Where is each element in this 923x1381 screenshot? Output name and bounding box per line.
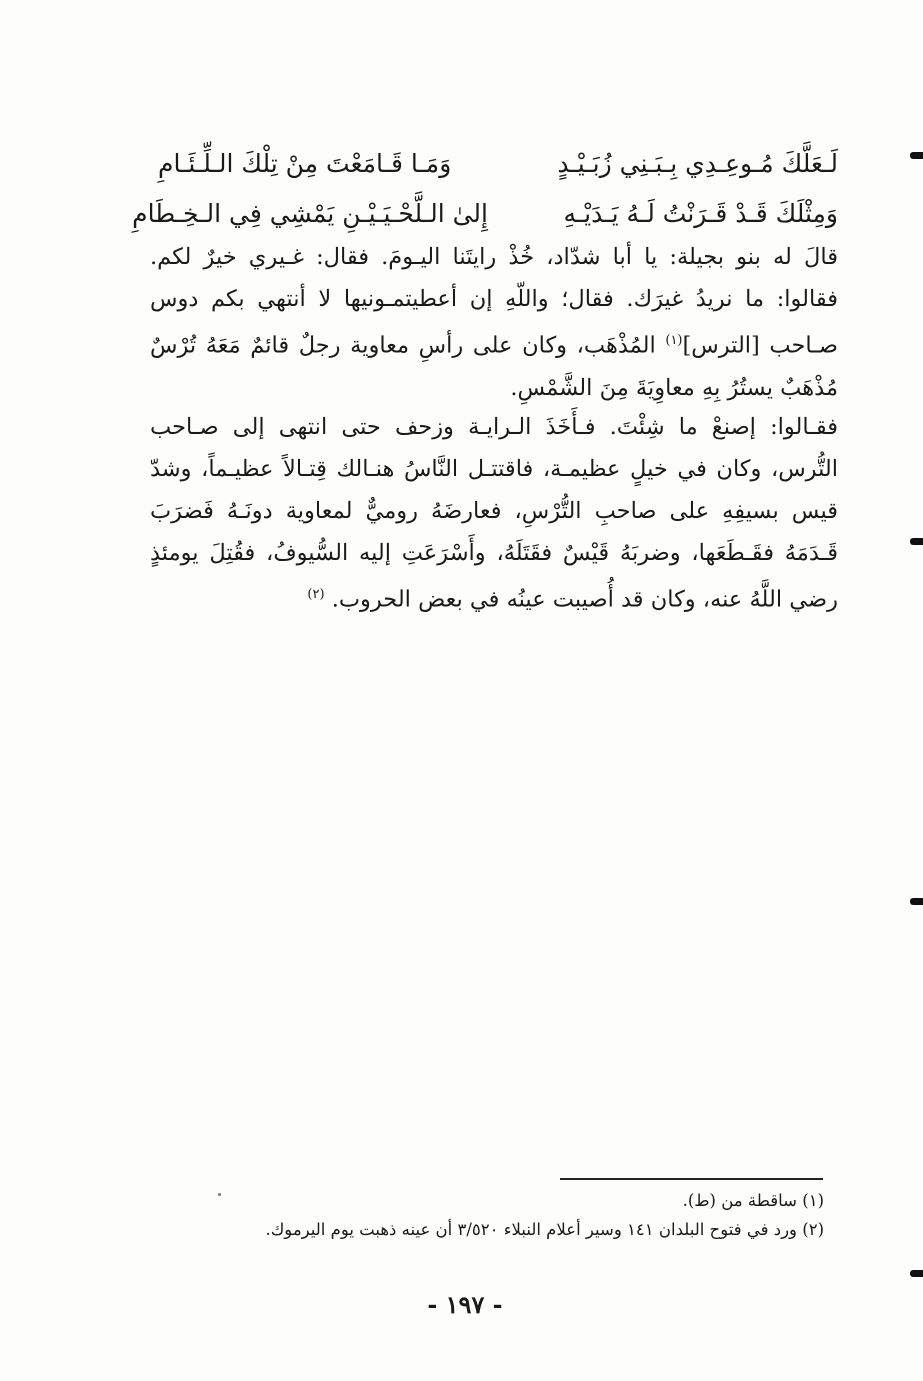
footnote-2: (٢) ورد في فتوح البلدان ١٤١ وسير أعلام النبلاء ٣/٥٢٠ أن عينه ذهبت يوم اليرموك. [265, 1220, 824, 1239]
scan-mark-2 [910, 538, 923, 545]
paragraph-2-text: فقـالوا: إصنعْ ما شِئْتَ. فـأَخَذَ الـرايـة وزحف حتى انتهى إلى صـاحب التُّرس، وكان في خيلٍ عظيمـة، فاقتتـل النَّاسُ هنـالك قِتـالاً عظيـماً، وشدّ قيس بسيفِهِ على صاحبِ التُّرْسِ، فعارضَهُ روميٌّ لمعاوية دونَـهُ فَضرَبَ قَـدَمَهُ فقَـطَعَها، وضربَهُ قَيْسٌ فقَتَلَهُ، وأَسْرَعَتِ إليه السُّيوفُ، فقُتِلَ يومئذٍ رضي اللَّهُ عنه، وكان قد أُصيبت عينُه في بعض الحروب. [150, 414, 838, 613]
footnote-marker-2: (٢) [307, 587, 325, 602]
verse-1-first-hemistich: لَـعَلَّكَ مُـوعِـدِي بِـبَـنِي زُبَـيْـدٍ [557, 148, 838, 178]
footnotes [200, 1186, 824, 1244]
verse-2-second-hemistich: إِلىٰ الـلَّحْـيَـيْـنِ يَمْشِي فِي الـخِـطَامِ [132, 198, 488, 228]
paragraph-2 [150, 406, 838, 621]
paragraph-1 [150, 236, 838, 409]
paragraph-1-text-start: قالَ له بنو بجيلة: يا أبا شدّاد، خُذْ رايتَنا اليـومَ. فقال: غـيري خيرٌ لكم. فقالوا: ما نريدُ غيرَك. فقال؛ واللّهِ إن أعطيتمـونيها لا أنتهي بكم دوس صـاحب [الترس] [150, 244, 838, 359]
footnote-separator [560, 1178, 823, 1180]
footnote-marker-1: (١) [665, 333, 683, 348]
scan-mark-4 [910, 1270, 923, 1277]
verse-2 [132, 188, 838, 238]
page-number: - ١٩٧ - [427, 1290, 503, 1319]
scan-mark-1 [910, 152, 923, 159]
poem-verses [132, 138, 838, 238]
scan-speck [218, 1193, 221, 1196]
paragraph-1-text-end: المُذْهَب، وكان على رأسِ معاوية رجلٌ قائمٌ مَعَهُ تُرْسٌ مُذْهَبٌ يستُرُ بِهِ معاوِيَةَ مِنَ الشَّمْسِ. [150, 332, 838, 401]
verse-1-second-hemistich: وَمَـا قَـامَعْتَ مِنْ تِلْكَ الـلِّـئَـامِ [158, 148, 452, 178]
footnote-1: (١) ساقطة من (ط). [682, 1191, 824, 1210]
verse-1 [150, 138, 838, 188]
verse-2-first-hemistich: وَمِثْلَكَ قَـدْ قَـرَنْتُ لَـهُ يَـدَيْـهِ [563, 198, 838, 228]
scan-mark-3 [910, 898, 923, 905]
